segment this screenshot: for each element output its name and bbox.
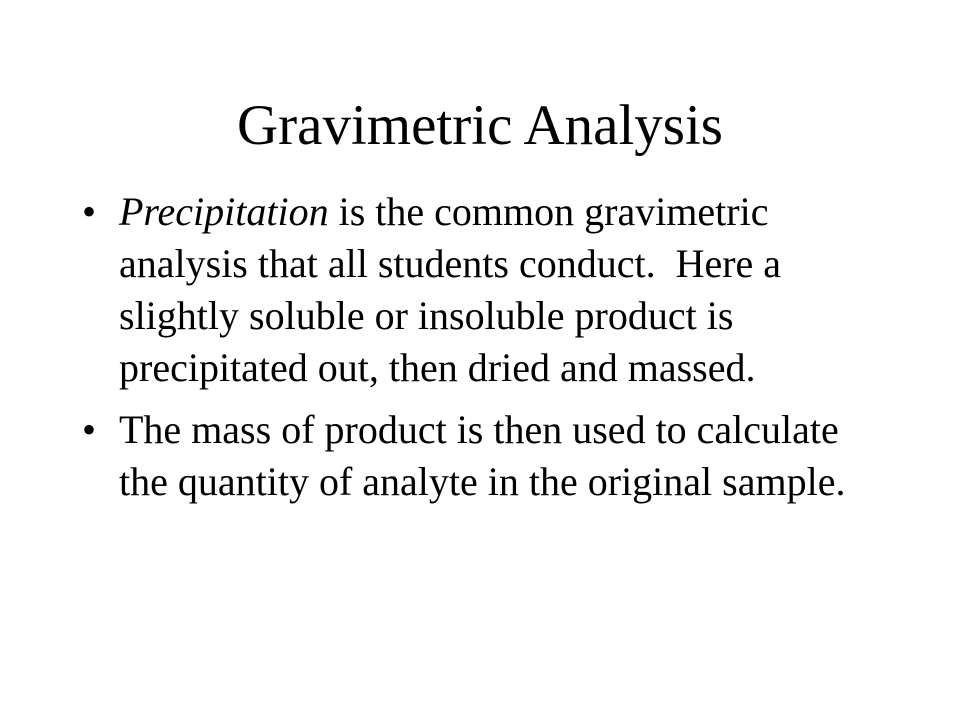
slide-title: Gravimetric Analysis: [237, 94, 723, 157]
bullet-marker-icon: •: [82, 407, 97, 452]
emphasized-term: Precipitation: [119, 189, 329, 234]
bullet-marker-icon: •: [82, 189, 97, 234]
bullet-list: [82, 186, 872, 518]
bullet-item-mass: [82, 404, 872, 508]
bullet-text: The mass of product is then used to calculate the quantity of analyte in the original sample.: [119, 407, 846, 504]
bullet-text: is the common gravimetric analysis that all students conduct. Here a slightly soluble or insoluble product is precipitated out, then dried and massed.: [119, 189, 792, 390]
bullet-item-precipitation: [82, 186, 872, 394]
